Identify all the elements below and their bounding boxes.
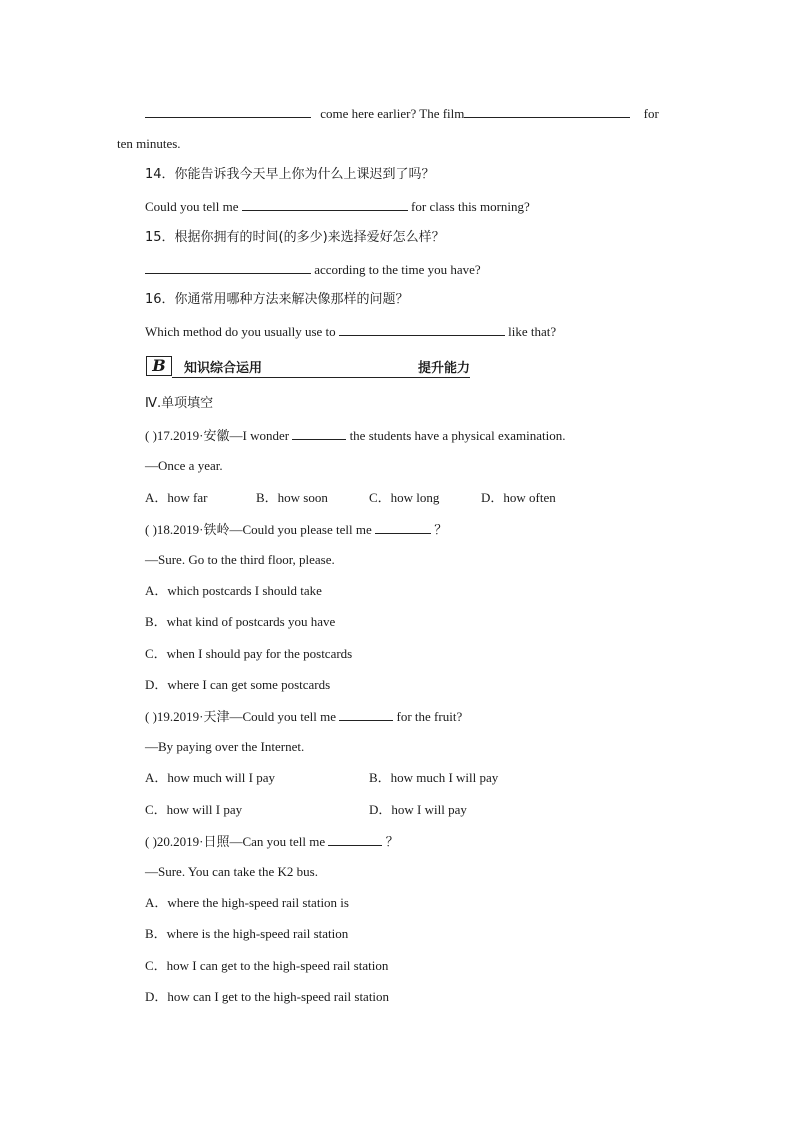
q16-pre: Which method do you usually use to <box>145 324 336 339</box>
q17-answer: —Once a year. <box>145 458 223 473</box>
q17-blank[interactable] <box>292 427 346 440</box>
q17-option-a[interactable]: A．how far <box>145 490 208 505</box>
q16-blank[interactable] <box>339 323 505 336</box>
q14-english <box>145 198 530 215</box>
q15-chinese: 15．根据你拥有的时间(的多少)来选择爱好怎么样？ <box>145 230 445 245</box>
section-subtitle: 提升能力 <box>417 361 470 376</box>
q19-option-b[interactable]: B．how much I will pay <box>369 770 499 785</box>
q18-option-b[interactable]: B．what kind of postcards you have <box>145 614 336 629</box>
q18-stem <box>145 521 447 538</box>
q19-stem-post: for the fruit? <box>396 709 463 724</box>
q18-answer: —Sure. Go to the third floor, please. <box>145 552 335 567</box>
q20-stem-pre: ( )20.2019·日照—Can you tell me <box>145 834 326 849</box>
q18-option-a[interactable]: A．which postcards I should take <box>145 583 322 598</box>
q14-post: for class this morning? <box>411 199 530 214</box>
part4-heading: Ⅳ.单项填空 <box>145 396 214 411</box>
q13-blank-1[interactable] <box>145 105 311 118</box>
q20-option-a[interactable]: A．where the high-speed rail station is <box>145 895 349 910</box>
q19-option-c[interactable]: C．how will I pay <box>145 802 243 817</box>
q17-stem-pre: ( )17.2019·安徽—I wonder <box>145 428 290 443</box>
q16-english <box>145 323 556 340</box>
q17-stem <box>145 427 565 444</box>
q14-chinese: 14．你能告诉我今天早上你为什么上课迟到了吗？ <box>145 167 435 182</box>
q13-text-2: for <box>643 106 659 121</box>
q18-option-c[interactable]: C．when I should pay for the postcards <box>145 646 353 661</box>
q17-stem-post: the students have a physical examination. <box>349 428 566 443</box>
q16-chinese: 16．你通常用哪种方法来解决像那样的问题？ <box>145 292 409 307</box>
q15-english <box>145 261 481 278</box>
q18-stem-post: ？ <box>434 522 448 537</box>
q18-option-d[interactable]: D．where I can get some postcards <box>145 677 331 692</box>
q13-text-1: come here earlier? The film <box>320 106 465 121</box>
q19-option-d[interactable]: D．how I will pay <box>369 802 467 817</box>
section-banner <box>146 356 470 378</box>
q20-option-b[interactable]: B．where is the high-speed rail station <box>145 926 349 941</box>
q20-stem <box>145 833 399 850</box>
q17-option-b[interactable]: B．how soon <box>256 490 328 505</box>
q20-option-c[interactable]: C．how I can get to the high-speed rail station <box>145 958 389 973</box>
q20-answer: —Sure. You can take the K2 bus. <box>145 864 318 879</box>
section-b-badge: B <box>146 356 172 376</box>
q19-answer: —By paying over the Internet. <box>145 739 305 754</box>
q20-option-d[interactable]: D．how can I get to the high-speed rail station <box>145 989 390 1004</box>
q20-blank[interactable] <box>328 833 382 846</box>
q13-blank-2[interactable] <box>464 105 630 118</box>
q13-line1 <box>145 105 659 122</box>
q18-blank[interactable] <box>375 521 431 534</box>
section-underline <box>172 377 470 378</box>
q17-option-c[interactable]: C．how long <box>369 490 440 505</box>
q13-line2: ten minutes. <box>117 136 181 151</box>
q17-option-d[interactable]: D．how often <box>481 490 556 505</box>
q19-option-a[interactable]: A．how much will I pay <box>145 770 275 785</box>
q18-stem-pre: ( )18.2019·铁岭—Could you please tell me <box>145 522 372 537</box>
q15-post: according to the time you have? <box>314 262 481 277</box>
section-title: 知识综合运用 <box>184 361 263 376</box>
q19-stem <box>145 708 462 725</box>
q15-blank[interactable] <box>145 261 311 274</box>
q20-stem-post: ？ <box>385 834 399 849</box>
q14-blank[interactable] <box>242 198 408 211</box>
q19-stem-pre: ( )19.2019·天津—Could you tell me <box>145 709 337 724</box>
q14-pre: Could you tell me <box>145 199 239 214</box>
q16-post: like that? <box>508 324 557 339</box>
q19-blank[interactable] <box>339 708 393 721</box>
